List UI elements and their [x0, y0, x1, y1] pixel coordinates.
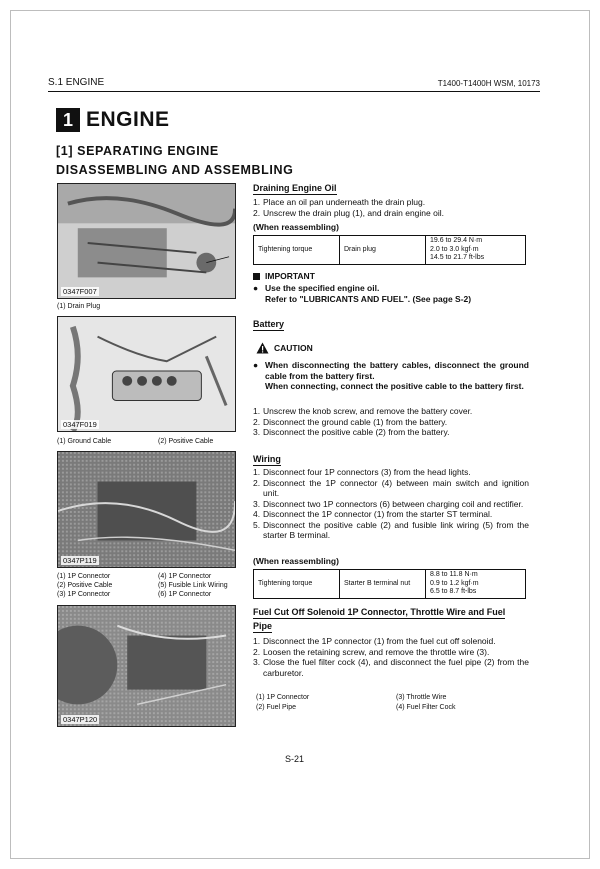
heading-draining-engine-oil: Draining Engine Oil	[253, 183, 337, 193]
torque-label: Tightening torque	[254, 236, 340, 265]
caption: (3) 1P Connector	[57, 591, 111, 598]
step: 1. Unscrew the knob screw, and remove the battery cover.	[253, 406, 473, 416]
step: 3. Close the fuel filter cock (4), and disconnect the fuel pipe (2) from the carburetor.	[253, 657, 529, 678]
step: 2. Disconnect the 1P connector (4) between main switch and ignition unit.	[253, 477, 529, 498]
figure-id: 0347F019	[63, 420, 97, 429]
caption: (2) Positive Cable	[158, 438, 214, 445]
figure-id: 0347P120	[63, 715, 98, 724]
section-title: [1] SEPARATING ENGINE	[56, 144, 219, 158]
caption: (1) 1P Connector	[57, 573, 111, 580]
step: 2. Unscrew the drain plug (1), and drain engine oil.	[253, 207, 444, 218]
heading-wiring: Wiring	[253, 454, 281, 464]
torque-label: Tightening torque	[254, 570, 340, 599]
torque-table-drain	[253, 235, 526, 265]
caption: (2) Positive Cable	[57, 582, 113, 589]
square-bullet-icon	[253, 273, 260, 280]
caption: (2) Fuel Pipe	[256, 704, 297, 711]
chapter-heading	[56, 107, 170, 133]
figure-id: 0347F007	[63, 287, 97, 296]
torque-table-starter	[253, 569, 526, 599]
heading-fuel-line2: Pipe	[253, 621, 273, 631]
heading-fuel-line1: Fuel Cut Off Solenoid 1P Connector, Throttle Wire and Fuel	[253, 607, 506, 617]
warning-triangle-icon	[256, 342, 269, 354]
torque-values: 8.8 to 11.8 N·m 0.9 to 1.2 kgf·m 6.5 to 8.7 ft-lbs	[426, 570, 526, 599]
bullet-icon: ●	[253, 360, 259, 370]
chapter-title: ENGINE	[86, 108, 170, 131]
figure-fuel-photo	[57, 605, 236, 727]
bullet-icon: ●	[253, 283, 259, 293]
subsection-title: DISASSEMBLING AND ASSEMBLING	[56, 163, 294, 177]
important-label: IMPORTANT	[253, 271, 315, 281]
step: 4. Disconnect the 1P connector (1) from the starter ST terminal.	[253, 509, 493, 519]
important-bullet: ● Use the specified engine oil. Refer to "LUBRICANTS AND FUEL". (See page S-2)	[253, 283, 472, 304]
fuel-steps	[253, 636, 529, 678]
figure-drain-plug-photo	[57, 183, 236, 299]
caption: (3) Throttle Wire	[396, 694, 447, 701]
caution-label: CAUTION	[256, 342, 313, 354]
torque-part: Starter B terminal nut	[340, 570, 426, 599]
step: 2. Disconnect the ground cable (1) from the battery.	[253, 416, 448, 427]
page-number: S-21	[285, 754, 305, 764]
caption: (1) 1P Connector	[256, 694, 310, 701]
step: 1. Disconnect four 1P connectors (3) from the head lights.	[253, 467, 471, 477]
step: 2. Loosen the retaining screw, and remove the throttle wire (3).	[253, 646, 490, 657]
torque-part: Drain plug	[340, 236, 426, 265]
header-section: S.1 ENGINE	[48, 77, 105, 88]
figure-battery-photo	[57, 316, 236, 432]
chapter-number: 1	[56, 108, 80, 132]
torque-values: 19.6 to 29.4 N·m 2.0 to 3.0 kgf·m 14.5 to 21.7 ft-lbs	[426, 236, 526, 265]
drain-steps	[253, 197, 529, 218]
figure-wiring-photo	[57, 451, 236, 568]
caption: (4) Fuel Filter Cock	[396, 704, 456, 711]
when-reassembling: (When reassembling)	[253, 556, 339, 566]
caption: (6) 1P Connector	[158, 591, 212, 598]
caption: (4) 1P Connector	[158, 573, 212, 580]
step: 1. Disconnect the 1P connector (1) from the fuel cut off solenoid.	[253, 636, 496, 646]
when-reassembling: (When reassembling)	[253, 222, 339, 232]
header-model-ref: T1400-T1400H WSM, 10173	[437, 79, 540, 88]
figure-id: 0347P119	[63, 556, 97, 565]
step: 1. Place an oil pan underneath the drain plug.	[253, 197, 426, 207]
header-rule	[48, 91, 540, 92]
step: 3. Disconnect the positive cable (2) from the battery.	[253, 427, 450, 437]
step: 3. Disconnect two 1P connectors (6) between charging coil and rectifier.	[253, 498, 524, 509]
caption: (1) Drain Plug	[57, 303, 101, 310]
caution-bullet: ● When disconnecting the battery cables, disconnect the ground cable from the battery first. When connecting, connect the positive cable to the battery first.	[253, 360, 529, 391]
caption: (1) Ground Cable	[57, 438, 112, 445]
heading-battery: Battery	[253, 319, 285, 329]
wiring-steps	[253, 467, 529, 541]
caption: (5) Fusible Link Wiring	[158, 582, 228, 589]
battery-steps	[253, 406, 529, 438]
step: 5. Disconnect the positive cable (2) and fusible link wiring (5) from the starter B terminal.	[253, 519, 529, 540]
